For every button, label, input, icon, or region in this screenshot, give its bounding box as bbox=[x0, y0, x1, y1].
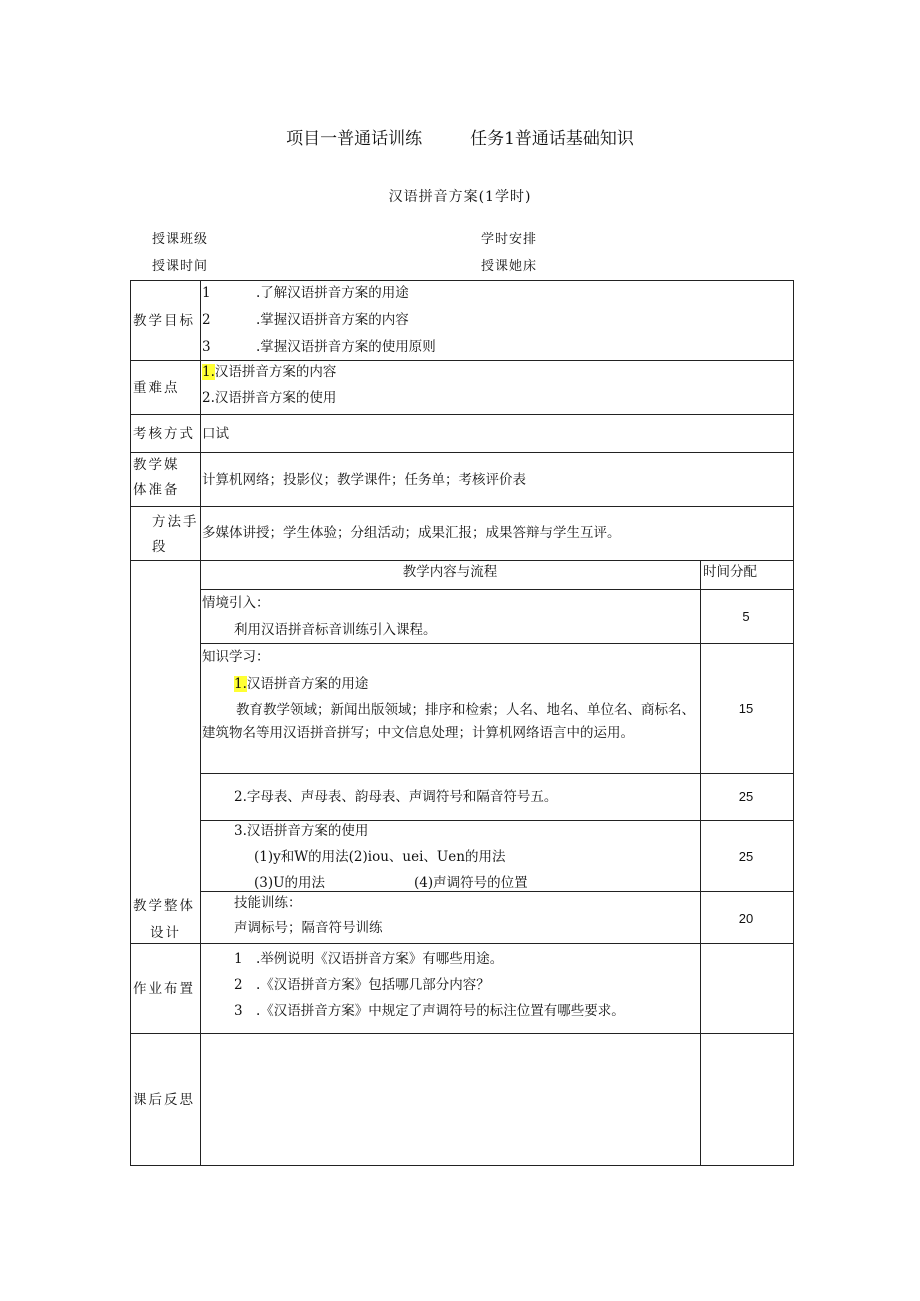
intro-text: 利用汉语拼音标音训练引入课程。 bbox=[234, 622, 437, 638]
row-divider bbox=[130, 360, 794, 361]
difficulties-label: 重难点 bbox=[133, 380, 180, 396]
media-label: 体准备 bbox=[133, 482, 180, 498]
lesson-subtitle: 汉语拼音方案(1学时) bbox=[388, 189, 532, 205]
methods-value: 多媒体讲授；学生体验；分组活动；成果汇报；成果答辩与学生互评。 bbox=[202, 525, 621, 541]
homework-number: 2 bbox=[234, 977, 243, 993]
goal-text: .掌握汉语拼音方案的使用原则 bbox=[256, 339, 436, 355]
class-label: 授课班级 bbox=[152, 232, 209, 247]
usage-line: (4)声调符号的位置 bbox=[414, 875, 528, 891]
usage-line: (3)U的用法 bbox=[254, 875, 326, 891]
homework-item: .举例说明《汉语拼音方案》有哪些用途。 bbox=[256, 951, 504, 967]
column-divider bbox=[200, 280, 201, 1166]
difficulty-item: 1.汉语拼音方案的内容 bbox=[202, 364, 337, 380]
alphabet-time: 25 bbox=[738, 789, 754, 804]
intro-title: 情境引入： bbox=[202, 595, 270, 611]
time-label: 授课时间 bbox=[152, 259, 209, 274]
row-divider bbox=[130, 452, 794, 453]
design-label: 设计 bbox=[150, 925, 181, 941]
homework-item: .《汉语拼音方案》中规定了声调符号的标注位置有哪些要求。 bbox=[256, 1003, 625, 1019]
reflection-label: 课后反思 bbox=[133, 1092, 195, 1108]
goal-text: .掌握汉语拼音方案的内容 bbox=[256, 312, 409, 328]
place-label: 授课她床 bbox=[481, 259, 538, 274]
highlight-mark: 1. bbox=[202, 364, 215, 380]
page-title bbox=[0, 124, 920, 149]
media-value: 计算机网络；投影仪；教学课件；任务单；考核评价表 bbox=[202, 472, 526, 488]
row-divider bbox=[130, 414, 794, 415]
intro-time: 5 bbox=[742, 609, 750, 624]
difficulty-item: 2.汉语拼音方案的使用 bbox=[202, 390, 337, 406]
knowledge-item: 1.汉语拼音方案的用途 bbox=[234, 676, 369, 692]
knowledge-time: 15 bbox=[738, 701, 754, 716]
table-border bbox=[793, 280, 794, 1166]
assessment-value: 口试 bbox=[202, 426, 229, 442]
usage-title: 3.汉语拼音方案的使用 bbox=[234, 823, 369, 839]
goal-text: .了解汉语拼音方案的用途 bbox=[256, 285, 409, 301]
alphabet-text: 2.字母表、声母表、韵母表、声调符号和隔音符号五。 bbox=[234, 789, 558, 805]
row-divider bbox=[200, 643, 794, 644]
homework-item: .《汉语拼音方案》包括哪几部分内容？ bbox=[256, 977, 490, 993]
skill-text: 声调标号；隔音符号训练 bbox=[234, 920, 383, 936]
assessment-label: 考核方式 bbox=[133, 426, 195, 442]
task-title: 任务1普通话基础知识 bbox=[470, 129, 634, 149]
knowledge-title: 知识学习： bbox=[202, 649, 270, 665]
time-header: 时间分配 bbox=[703, 564, 757, 580]
design-label: 教学整体 bbox=[133, 898, 195, 914]
row-divider bbox=[130, 1033, 794, 1034]
row-divider bbox=[130, 943, 794, 944]
homework-label: 作业布置 bbox=[133, 981, 195, 997]
media-label: 教学媒 bbox=[133, 457, 180, 473]
highlight-mark: 1. bbox=[234, 676, 247, 692]
row-divider bbox=[130, 560, 794, 561]
knowledge-paragraph: 教育教学领域；新闻出版领域；排序和检索；人名、地名、单位名、商标名、建筑物名等用汉语拼音拼写；中文信息处理；计算机网络语言中的运用。 bbox=[202, 702, 695, 741]
row-divider bbox=[200, 820, 794, 821]
hours-label: 学时安排 bbox=[481, 232, 538, 247]
goals-label: 教学目标 bbox=[133, 313, 195, 329]
goal-number: 3 bbox=[202, 339, 211, 355]
methods-label: 方法手 bbox=[152, 514, 199, 530]
goal-number: 2 bbox=[202, 312, 211, 328]
table-border bbox=[130, 1165, 794, 1166]
methods-label: 段 bbox=[152, 539, 168, 555]
skill-title: 技能训练： bbox=[234, 895, 302, 911]
usage-time: 25 bbox=[738, 849, 754, 864]
homework-number: 3 bbox=[234, 1003, 243, 1019]
project-title: 项目一普通话训练 bbox=[286, 129, 423, 149]
row-divider bbox=[200, 589, 794, 590]
row-divider bbox=[200, 773, 794, 774]
usage-line: (1)y和W的用法(2)iou、uei、Uen的用法 bbox=[254, 849, 506, 865]
goal-number: 1 bbox=[202, 285, 211, 301]
content-header: 教学内容与流程 bbox=[402, 564, 498, 580]
homework-number: 1 bbox=[234, 951, 243, 967]
table-border bbox=[130, 280, 131, 1166]
skill-time: 20 bbox=[738, 911, 754, 926]
table-border bbox=[130, 280, 794, 281]
row-divider bbox=[130, 506, 794, 507]
